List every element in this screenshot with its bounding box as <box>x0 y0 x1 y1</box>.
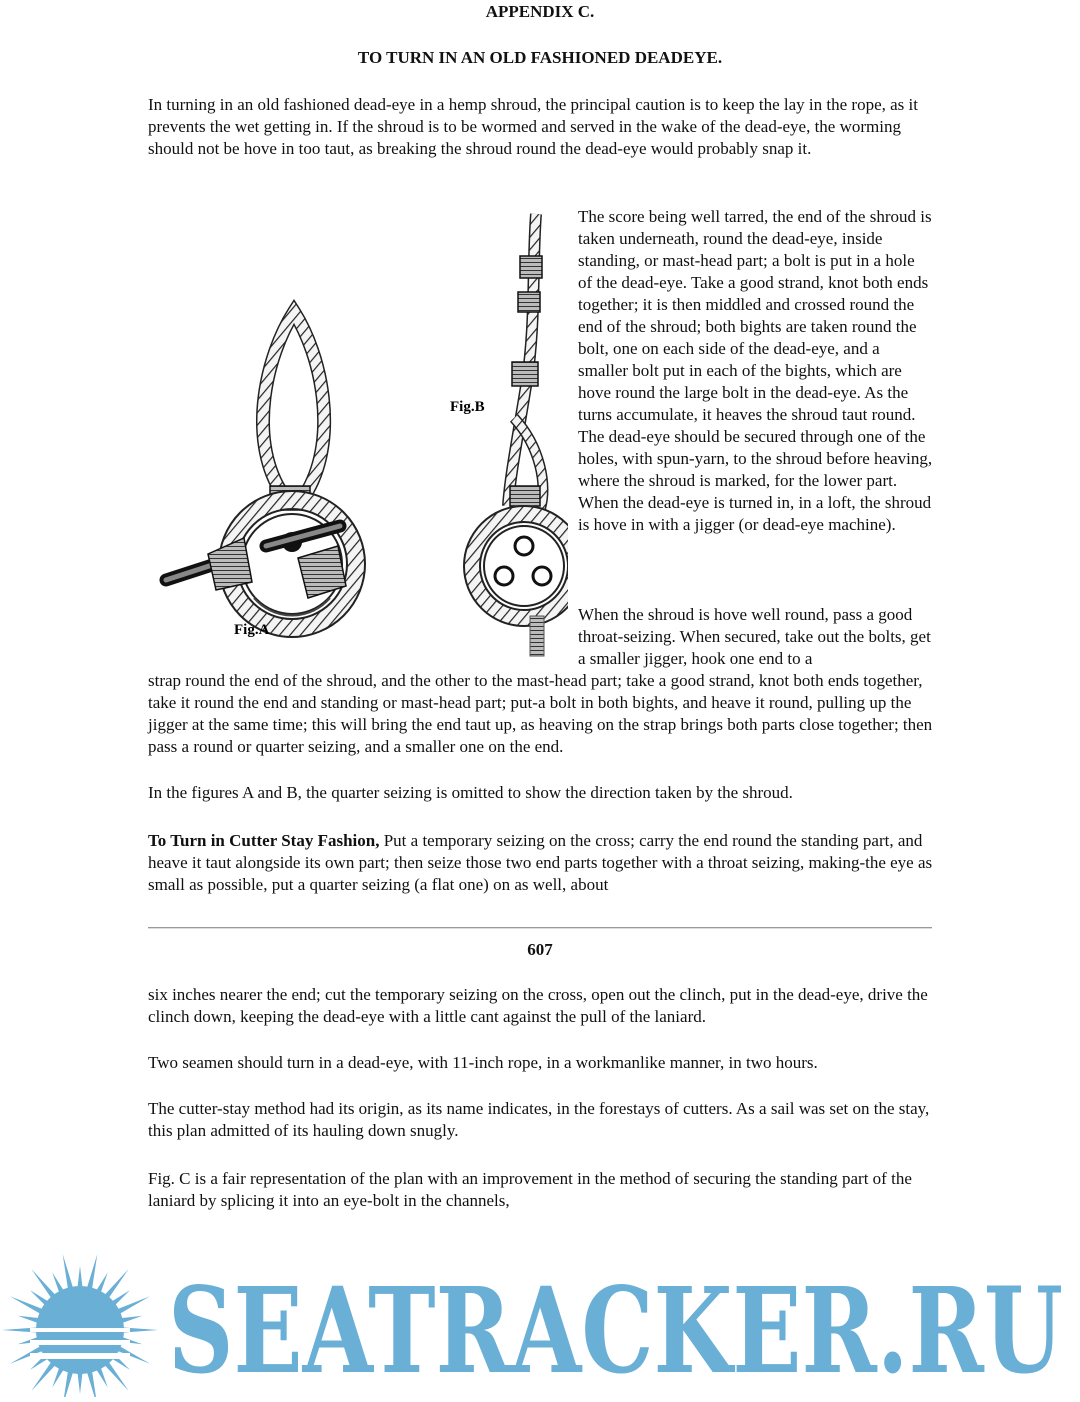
fig-a-bight-left <box>208 538 252 590</box>
fig-b-hole-left <box>495 567 513 585</box>
figures-note-paragraph: In the figures A and B, the quarter seizing is omitted to show the direction taken by the shroud. <box>148 783 793 802</box>
figure-a <box>166 312 356 638</box>
fig-b-hole-top <box>515 537 533 555</box>
watermark-graphic <box>0 1232 1080 1397</box>
sun-ray <box>63 1254 74 1292</box>
fig-b-label: Fig.B <box>450 399 485 415</box>
deadeye-figures <box>148 206 568 666</box>
sun-ray <box>86 1254 97 1292</box>
hove-paragraph-start: When the shroud is hove well round, pass a good throat-seizing. When secured, take out the bolts, get a smaller jigger, hook one end to a <box>578 605 931 668</box>
fig-b-hole-right <box>533 567 551 585</box>
watermark-text: SEATRACKER.RU <box>168 1261 1063 1397</box>
hove-paragraph-rest: strap round the end of the shroud, and the other to the mast-head part; take a good strand, knot both ends together, take it round the end and standing or mast-head part; put-a bolt in both bights, and heave it round, pulling up the jigger at the same time; this will bring the end taut up, as heaving on the strap brings both parts close together; then pass a round or quarter seizing, and a smaller one on the end. <box>148 671 933 756</box>
fig-c-paragraph: Fig. C is a fair representation of the plan with an improvement in the method of securing the standing part of the laniard by splicing it into an eye-bolt in the channels, <box>148 1169 912 1210</box>
fig-b-seizing-3 <box>512 362 538 386</box>
fig-b-laniard-end <box>530 616 544 656</box>
two-seamen-paragraph: Two seamen should turn in a dead-eye, with 11-inch rope, in a workmanlike manner, in two hours. <box>148 1053 818 1072</box>
appendix-heading: APPENDIX C. <box>485 2 595 21</box>
sun-logo-icon <box>2 1254 158 1397</box>
page-divider <box>148 927 932 929</box>
page-title: TO TURN IN AN OLD FASHIONED DEADEYE. <box>357 48 723 67</box>
page-number: 607 <box>527 940 553 959</box>
fig-b-seizing-2 <box>518 292 540 312</box>
cutter-origin-paragraph: The cutter-stay method had its origin, as its name indicates, in the forestays of cutters. As a sail was set on the stay, this plan admitted of its hauling down snugly. <box>148 1099 930 1140</box>
cutter-stay-paragraph <box>148 830 933 896</box>
cutter-stay-text: Put a temporary seizing on the cross; carry the end round the standing part, and heave it taut alongside its own part; then seize those two end parts together with a throat seizing, making-the eye as small as possible, put a quarter seizing (a flat one) on as well, about <box>148 831 933 894</box>
cutter-stay-heading: To Turn in Cutter Stay Fashion, <box>148 831 380 850</box>
figure-b <box>450 214 568 656</box>
deadeye-illustration <box>148 206 568 666</box>
fig-b-seizing-4 <box>510 486 540 506</box>
intro-paragraph: In turning in an old fashioned dead-eye in a hemp shroud, the principal caution is to keep the lay in the rope, as it prevents the wet getting in. If the shroud is to be wormed and served in the wake of the dead-eye, the worming should not be hove in too taut, as breaking the shroud round the dead-eye would probably snap it. <box>148 95 918 158</box>
six-inches-paragraph: six inches nearer the end; cut the temporary seizing on the cross, open out the clinch, put in the dead-eye, drive the clinch down, keeping the dead-eye with a little cant against the pull of the laniard. <box>148 985 928 1026</box>
fig-a-label: Fig.A <box>234 622 270 638</box>
watermark <box>0 1232 1080 1397</box>
score-paragraph: The score being well tarred, the end of the shroud is taken underneath, round the dead-eye, inside standing, or mast-head part; a bolt is put in a hole of the dead-eye. Take a good strand, knot both ends together; it is then middled and crossed round the end of the shroud; both bights are taken round the bolt, one on each side of the dead-eye, and a smaller bolt put in each of the bights, which are hove round the large bolt in the dead-eye. As the turns accumulate, it heaves the shroud taut round. The dead-eye should be secured through one of the holes, with spun-yarn, to the shroud before heaving, where the shroud is marked, for the lower part. When the dead-eye is turned in, in a loft, the shroud is hove in with a jigger (or dead-eye machine). <box>578 207 933 534</box>
fig-b-seizing-1 <box>520 256 542 278</box>
